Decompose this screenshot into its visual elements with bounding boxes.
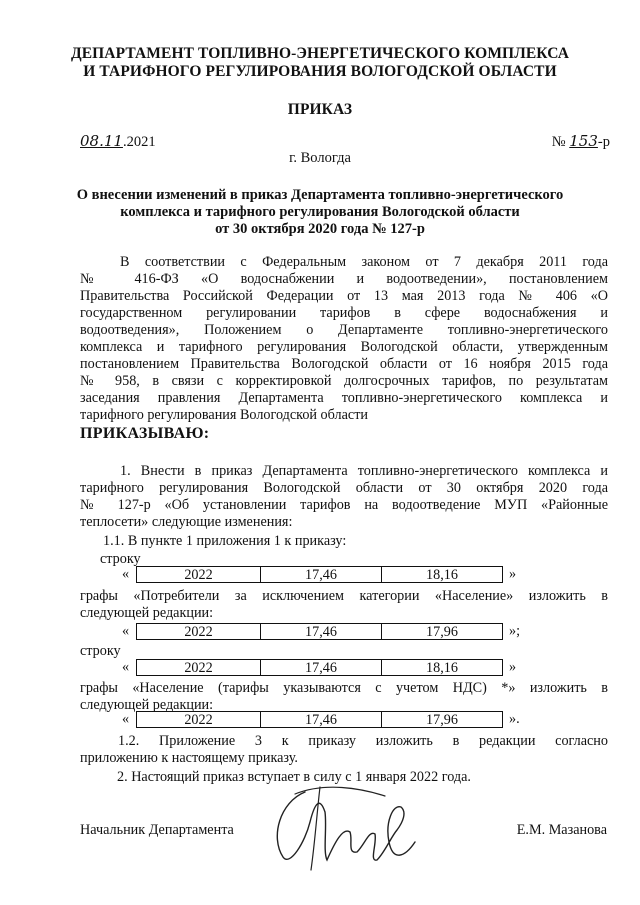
quote-open: « xyxy=(122,566,130,582)
tariff-cell-1: 17,46 xyxy=(260,711,382,728)
tariff-cell-1: 17,46 xyxy=(260,566,382,583)
tariff-cell-1: 17,46 xyxy=(260,623,382,640)
preamble-line: государственном регулировании тарифов в сфере водоснабжения и xyxy=(80,305,608,321)
item12-line: 1.2. Приложение 3 к приказу изложить в редакции согласно xyxy=(118,733,608,749)
order-word: ПРИКАЗЫВАЮ: xyxy=(80,425,210,442)
quote-close: ». xyxy=(509,711,520,727)
quote-open: « xyxy=(122,659,130,675)
preamble-line: Правительства Российской Федерации от 13 мая 2013 года № 406 «О xyxy=(80,288,608,304)
tariff-cell-2: 18,16 xyxy=(381,566,503,583)
tariff-cell-2: 18,16 xyxy=(381,659,503,676)
preamble-line: тарифного регулирования Вологодской области xyxy=(80,407,368,423)
signature-name: Е.М. Мазанова xyxy=(516,822,607,838)
quote-open: « xyxy=(122,623,130,639)
row-word: строку xyxy=(80,643,121,659)
year-cell: 2022 xyxy=(136,711,261,728)
preamble-line: постановлением Правительства Вологодской области от 16 ноября 2015 года xyxy=(80,356,608,372)
tariff-cell-2: 17,96 xyxy=(381,711,503,728)
signature-position: Начальник Департамента xyxy=(80,822,234,838)
graf2-line: графы «Население (тарифы указываются с учетом НДС) *» изложить в xyxy=(80,680,608,696)
handwritten-signature xyxy=(265,782,435,877)
tariff-cell-1: 17,46 xyxy=(260,659,382,676)
preamble-line: комплекса и тарифного регулирования Вологодской области, утвержденным xyxy=(80,339,608,355)
item1-line: № 127-р «Об установлении тарифов на водоотведение МУП «Районные xyxy=(80,497,608,513)
order-number xyxy=(552,132,610,151)
order-title-line1: О внесении изменений в приказ Департамента топливно-энергетического xyxy=(76,187,564,203)
item1-line: тарифного регулирования Вологодской области от 30 октября 2020 года xyxy=(80,480,608,496)
year-cell: 2022 xyxy=(136,623,261,640)
year-cell: 2022 xyxy=(136,659,261,676)
year-cell: 2022 xyxy=(136,566,261,583)
quote-close: » xyxy=(509,659,517,675)
document-type: ПРИКАЗ xyxy=(287,101,353,118)
department-title-line1: ДЕПАРТАМЕНТ ТОПЛИВНО-ЭНЕРГЕТИЧЕСКОГО КОМПЛЕКСА xyxy=(70,45,570,62)
item12-line: приложению к настоящему приказу. xyxy=(80,750,298,766)
order-date xyxy=(80,132,156,151)
graf2-line: следующей редакции: xyxy=(80,697,214,713)
city: г. Вологда xyxy=(289,150,351,166)
item2: 2. Настоящий приказ вступает в силу с 1 января 2022 года. xyxy=(117,769,471,785)
tariff-cell-2: 17,96 xyxy=(381,623,503,640)
order-title-line2: комплекса и тарифного регулирования Вологодской области xyxy=(120,204,520,220)
number-sign: № xyxy=(551,134,566,150)
preamble-line: В соответствии с Федеральным законом от 7 декабря 2011 года xyxy=(120,254,608,270)
graf1-line: следующей редакции: xyxy=(80,605,214,621)
quote-close: »; xyxy=(509,623,521,639)
item1-line: 1. Внести в приказ Департамента топливно-энергетического комплекса и xyxy=(120,463,608,479)
item11: 1.1. В пункте 1 приложения 1 к приказу: xyxy=(103,533,347,549)
preamble-line: заседания правления Департамента топливно-энергетического комплекса и xyxy=(80,390,608,406)
row-word: строку xyxy=(100,551,141,567)
preamble-line: водоотведения», Положением о Департаменте топливно-энергетического xyxy=(80,322,608,338)
tariff-row-1 xyxy=(122,566,516,583)
quote-open: « xyxy=(122,711,130,727)
order-title-line3: от 30 октября 2020 года № 127-р xyxy=(215,221,425,237)
number-suffix: -р xyxy=(597,134,610,150)
tariff-row-2 xyxy=(122,623,520,640)
tariff-row-4 xyxy=(122,711,520,728)
item1-line: теплосети» следующие изменения: xyxy=(80,514,293,530)
tariff-row-3 xyxy=(122,659,516,676)
date-handwritten: 08.11 xyxy=(80,132,123,150)
quote-close: » xyxy=(509,566,517,582)
graf1-line: графы «Потребители за исключением категории «Население» изложить в xyxy=(80,588,608,604)
preamble-line: № 958, в связи с корректировкой долгосрочных тарифов, по результатам xyxy=(80,373,608,389)
date-year: .2021 xyxy=(122,134,156,150)
preamble-line: № 416-ФЗ «О водоснабжении и водоотведении», постановлением xyxy=(80,271,608,287)
number-handwritten: 153 xyxy=(569,132,598,150)
department-title-line2: И ТАРИФНОГО РЕГУЛИРОВАНИЯ ВОЛОГОДСКОЙ ОБЛАСТИ xyxy=(83,63,557,80)
